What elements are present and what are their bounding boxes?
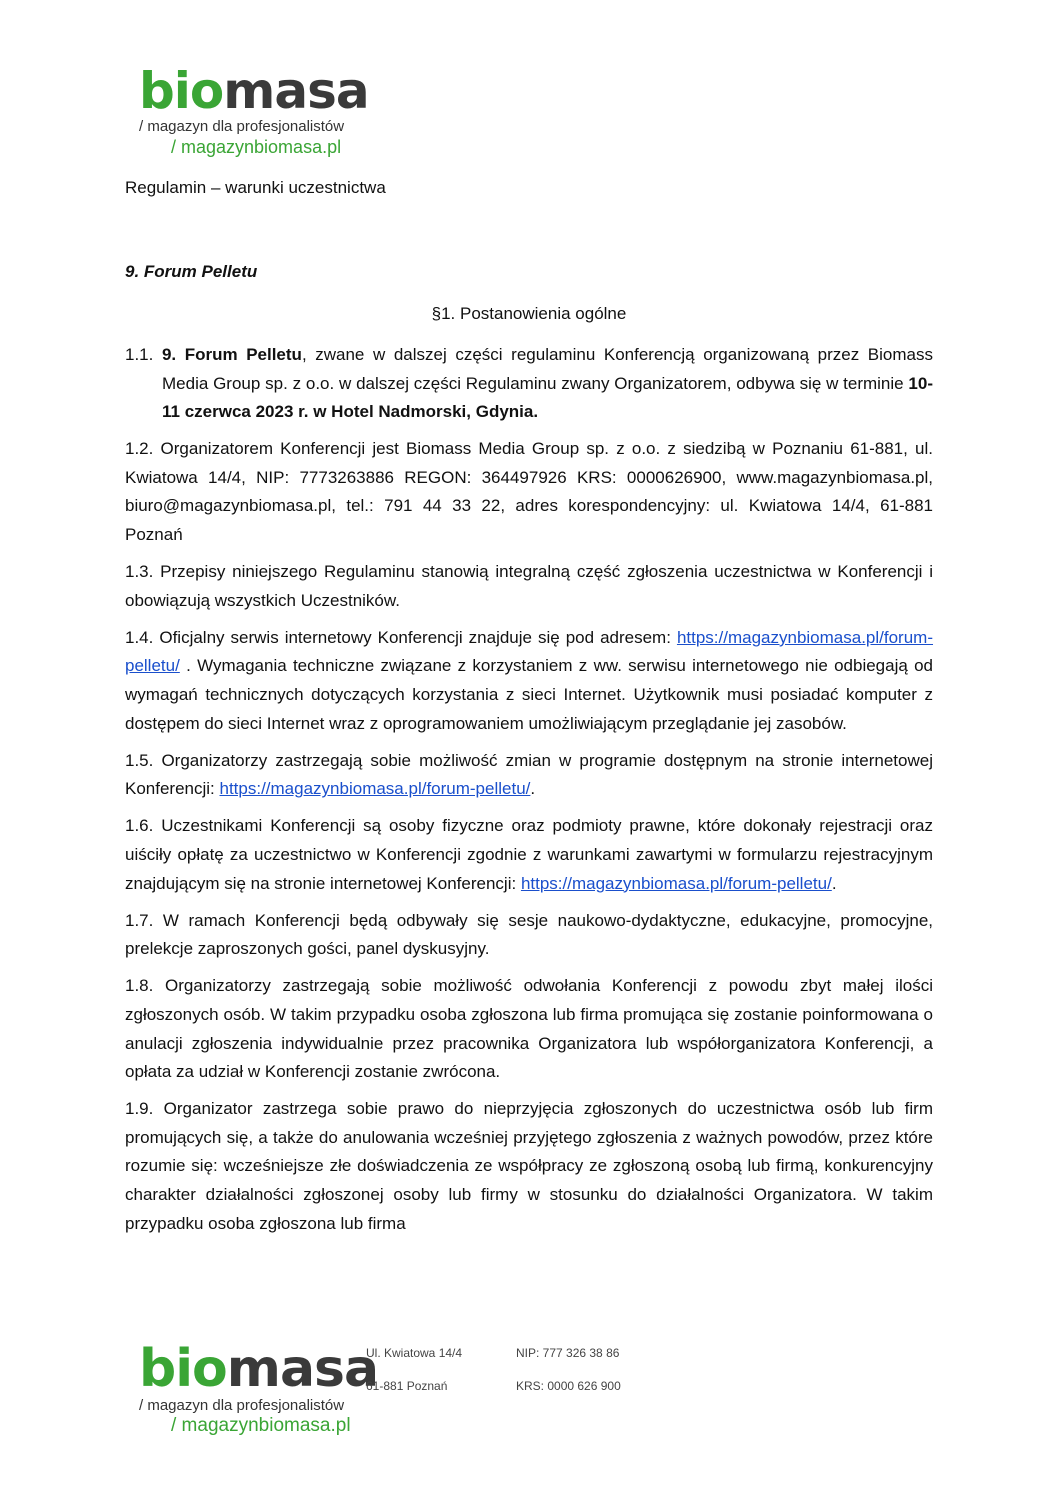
footer-nip: NIP: 777 326 38 86 [516,1346,620,1360]
forum-link[interactable]: https://magazynbiomasa.pl/forum-pelletu/ [125,627,933,676]
logo-wordmark: biomasa [139,62,369,120]
footer-street: Ul. Kwiatowa 14/4 [366,1346,463,1360]
logo-tagline: / magazyn dla profesjonalistów [139,118,345,135]
document-body [125,341,933,1247]
paragraph-1-4: 1.4. Oficjalny serwis internetowy Konferencji znajduje się pod adresem: https://magazynbiomasa.pl/forum-pelletu/ . Wymagania techniczne związane z korzystaniem z ww. serwisu internetowego nie odbiegają od wymagań technicznych dotyczących korzystania z sieci Internet. Użytkownik musi posiadać komputer z dostępem do sieci Internet wraz z oprogramowaniem umożliwiającym przeglądanie jej zasobów. [125,627,933,733]
paragraph-1-3: 1.3. Przepisy niniejszego Regulaminu stanowią integralną część zgłoszenia uczestnictwa w Konferencji i obowiązują wszystkich Uczestników. [125,562,933,610]
event-title: 9. Forum Pelletu [125,262,258,281]
paragraph-1-5: 1.5. Organizatorzy zastrzegają sobie możliwość zmian w programie dostępnym na stronie internetowej Konferencji: https://magazynbiomasa.pl/forum-pelletu/. [125,750,933,799]
forum-link[interactable]: https://magazynbiomasa.pl/forum-pelletu/ [219,779,531,799]
footer-krs: KRS: 0000 626 900 [516,1379,621,1393]
logo-wordmark: biomasa [139,1339,379,1399]
paragraph-1-1: 1.1. 9. Forum Pelletu, zwane w dalszej części regulaminu Konferencją organizowaną przez Biomass Media Group sp. z o.o. w dalszej części Regulaminu zwany Organizatorem, odbywa się w terminie 10-11 czerwca 2023 r. w Hotel Nadmorski, Gdynia. [125,345,933,422]
paragraph-1-9: 1.9. Organizator zastrzega sobie prawo do nieprzyjęcia zgłoszonych do uczestnictwa osób lub firm promujących się, a także do anulowania wcześniej przyjętego zgłoszenia z ważnych powodów, przez które rozumie się: wcześniejsze złe doświadczenia ze współpracy ze zgłoszoną osobą lub firmą, konkurencyjny charakter działalności zgłoszonej osoby lub firmy w stosunku do działalności Organizatora. W takim przypadku osoba zgłoszona lub firma [125,1099,933,1233]
logo-site: / magazynbiomasa.pl [171,1415,351,1436]
section-heading: §1. Postanowienia ogólne [431,304,627,323]
paragraph-1-7: 1.7. W ramach Konferencji będą odbywały się sesje naukowo-dydaktyczne, edukacyjne, promocyjne, prelekcje zaproszonych gości, panel dyskusyjny. [125,910,933,959]
forum-link[interactable]: https://magazynbiomasa.pl/forum-pelletu/ [520,873,832,893]
header-logo [139,62,369,158]
footer-city: 61-881 Poznań [366,1379,448,1393]
footer-logo [139,1339,379,1437]
logo-tagline: / magazyn dla profesjonalistów [139,1397,345,1414]
paragraph-1-6: 1.6. Uczestnikami Konferencji są osoby fizyczne oraz podmioty prawne, które dokonały rejestracji oraz uiściły opłatę za uczestnictwo w Konferencji zgodnie z warunkami zawartymi w formularzu rejestracyjnym znajdującym się na stronie internetowej Konferencji: https://magazynbiomasa.pl/forum-pelletu/. [125,816,933,893]
logo-site: / magazynbiomasa.pl [171,137,342,157]
document-title: Regulamin – warunki uczestnictwa [125,178,386,197]
paragraph-1-8: 1.8. Organizatorzy zastrzegają sobie możliwość odwołania Konferencji z powodu zbyt małej ilości zgłoszonych osób. W takim przypadku osoba zgłoszona lub firma promująca się zostanie poinformowana o anulacji zgłoszenia indywidualnie przez pracownika Organizatora lub współorganizatora Konferencji, a opłata za udział w Konferencji zostanie zwrócona. [125,976,933,1082]
paragraph-1-2: 1.2. Organizatorem Konferencji jest Biomass Media Group sp. z o.o. z siedzibą w Poznaniu 61-881, ul. Kwiatowa 14/4, NIP: 7773263886 REGON: 364497926 KRS: 0000626900, www.magazynbiomasa.pl, biuro@magazynbiomasa.pl, tel.: 791 44 33 22, adres korespondencyjny: ul. Kwiatowa 14/4, 61-881 Poznań [125,439,933,545]
